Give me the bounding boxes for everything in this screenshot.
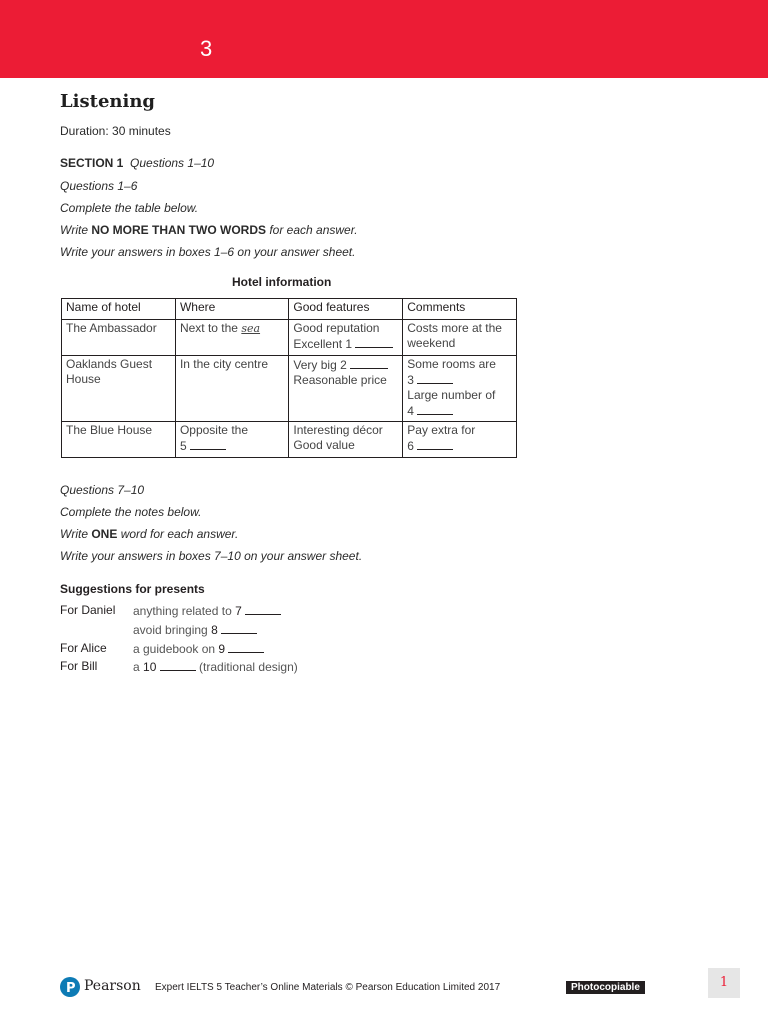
hotel-where: In the city centre [175,356,288,422]
header-cell: Good features [289,299,403,320]
table-row [62,422,517,458]
suggestion-item [133,641,264,656]
cell-text: anything related to [133,604,236,618]
cell-text: Opposite the [179,423,248,437]
cell-text: Good value [293,438,355,452]
header-banner [0,0,768,78]
instruction-emphasis: NO MORE THAN TWO WORDS [91,223,266,237]
cell-text [407,403,512,419]
chapter-number: 3 [200,36,213,61]
cell-text: Large number of [407,388,496,402]
cell-text: (traditional design) [195,660,298,674]
cell-text: Interesting décor [293,423,383,437]
hotel-comments [403,320,517,356]
svg-text:P: P [66,981,76,996]
part2-heading: Questions 7–10 [60,483,145,497]
pearson-logo-icon [60,977,80,997]
table-header-row [62,299,517,320]
cell-text: Next to the [179,321,242,335]
hotel-comments [403,422,517,458]
table-row [62,320,517,356]
hotel-features [289,422,403,458]
question-number: 5 [179,439,187,453]
hotel-table [61,298,517,458]
section-heading [60,155,214,171]
hotel-name: Oaklands Guest House [62,356,176,422]
instruction-text: for each answer. [266,223,358,237]
suggestion-item [133,622,257,637]
cell-text [180,438,284,454]
instruction-text: word for each answer. [117,527,239,541]
question-number: 3 [407,373,414,387]
part2-instruction-2 [60,526,238,542]
page-title: Listening [60,91,155,112]
question-number: 4 [407,404,414,418]
part2-instruction-1: Complete the notes below. [60,505,202,519]
answer-blank [355,336,393,348]
page-number: 1 [708,968,740,998]
section-range: Questions 1–10 [130,156,215,170]
cell-text: a [133,660,144,674]
hotel-comments [403,356,517,422]
cell-text: a guidebook on [133,642,219,656]
answer-blank [245,603,281,615]
instruction-emphasis: ONE [91,527,118,541]
suggestion-item [133,603,281,618]
question-number: 8 [211,623,218,637]
hotel-features [289,356,403,422]
header-cell: Comments [403,299,517,320]
copyright: Expert IELTS 5 Teacher’s Online Materials © Pearson Education Limited 2017 [155,982,501,993]
answer-blank [417,372,453,384]
suggestion-item [133,659,298,674]
cell-text: weekend [407,336,456,350]
answer-blank [221,622,257,634]
question-number: 10 [143,660,157,674]
cell-text: Good reputation [293,321,380,335]
question-number: 6 [407,439,414,453]
cell-text: Some rooms are [407,357,496,371]
question-number: 2 [340,358,347,372]
answer-blank [350,357,388,369]
hotel-name: The Blue House [62,422,176,458]
part1-instruction-2 [60,222,358,238]
cell-text: Excellent [293,337,346,351]
answer-blank [190,438,226,450]
cell-text [407,372,512,388]
part1-heading: Questions 1–6 [60,179,138,193]
suggestion-label: For Bill [60,659,98,673]
hotel-name: The Ambassador [62,320,176,356]
brand-name: Pearson [84,978,141,994]
table-row [62,356,517,422]
suggestions-heading: Suggestions for presents [60,582,205,596]
answer-blank [417,403,453,415]
question-number: 9 [218,642,226,656]
header-cell: Where [175,299,288,320]
hotel-features [289,320,403,356]
hotel-where [175,320,288,356]
part2-instruction-3: Write your answers in boxes 7–10 on your answer sheet. [60,549,363,563]
suggestion-label: For Daniel [60,603,116,617]
part1-instruction-1: Complete the table below. [60,201,199,215]
part1-instruction-3: Write your answers in boxes 1–6 on your answer sheet. [60,245,356,259]
answer-blank [160,659,196,671]
cell-text: Costs more at the [407,321,502,335]
duration: Duration: 30 minutes [60,124,171,138]
question-number: 7 [235,604,242,618]
hotel-where [175,422,288,458]
photocopiable-badge: Photocopiable [566,981,645,994]
handwritten-answer: sea [241,322,261,335]
header-cell: Name of hotel [62,299,176,320]
table-caption: Hotel information [232,275,332,289]
cell-text: Very big [293,358,341,372]
answer-blank [417,438,453,450]
section-label: SECTION 1 [60,156,124,170]
cell-text [293,336,398,352]
cell-text [407,438,512,454]
cell-text [293,357,398,373]
cell-text: Pay extra for [407,423,476,437]
question-number: 1 [345,337,353,351]
cell-text: Reasonable price [293,373,387,387]
cell-text: avoid bringing [133,623,212,637]
instruction-text: Write [60,223,92,237]
instruction-text: Write [60,527,92,541]
answer-blank [228,641,264,653]
suggestion-label: For Alice [60,641,107,655]
